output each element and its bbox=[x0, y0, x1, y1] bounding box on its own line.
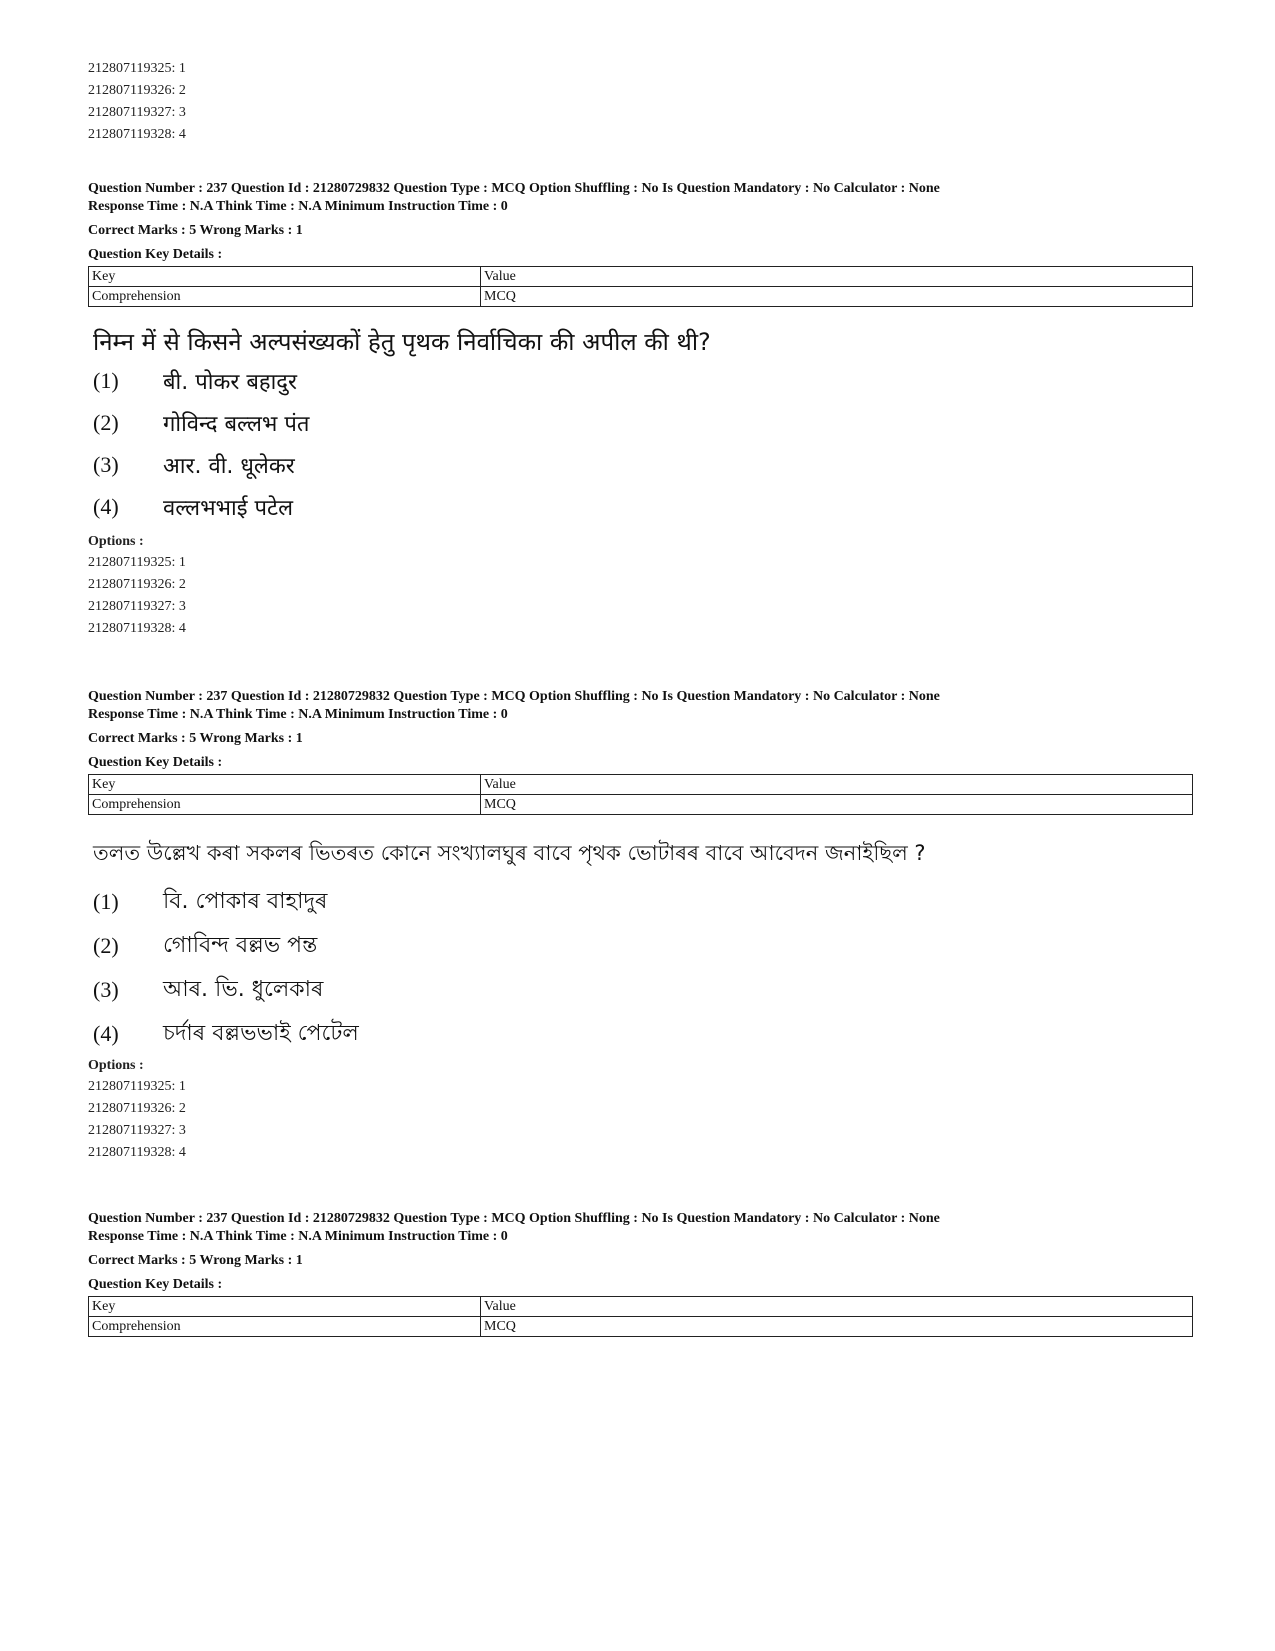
answer-option bbox=[93, 968, 359, 1012]
table-row bbox=[89, 1317, 1193, 1337]
question-meta-line-2: Response Time : N.A Think Time : N.A Minimum Instruction Time : 0 bbox=[88, 199, 508, 214]
question-text-assamese: তলত উল্লেখ কৰা সকলৰ ভিতৰত কোনে সংখ্যালঘুৰ বাবে পৃথক ভোটাৰৰ বাবে আবেদন জনাইছিল ? bbox=[93, 841, 926, 865]
option-id: 212807119327: 3 bbox=[88, 1123, 186, 1138]
marks-line: Correct Marks : 5 Wrong Marks : 1 bbox=[88, 731, 303, 746]
options-section-1 bbox=[88, 532, 186, 640]
question-block-1-header bbox=[88, 180, 1188, 307]
table-header-value: Value bbox=[481, 1297, 1193, 1317]
answer-option bbox=[93, 880, 359, 924]
key-details-table bbox=[88, 774, 1193, 815]
option-number: (3) bbox=[93, 977, 119, 1002]
key-details-label: Question Key Details : bbox=[88, 1277, 223, 1292]
option-id: 212807119328: 4 bbox=[88, 1145, 186, 1160]
option-number: (4) bbox=[93, 494, 119, 519]
answer-option bbox=[93, 360, 309, 402]
option-number: (3) bbox=[93, 452, 119, 477]
table-cell-value: MCQ bbox=[481, 795, 1193, 815]
option-id: 212807119325: 1 bbox=[88, 555, 186, 570]
key-details-label: Question Key Details : bbox=[88, 755, 223, 770]
top-option-ids bbox=[88, 58, 186, 146]
option-id: 212807119326: 2 bbox=[88, 1101, 186, 1116]
key-details-table bbox=[88, 1296, 1193, 1337]
option-text: গোবিন্দ বল্লভ পন্ত bbox=[163, 932, 318, 958]
marks-line: Correct Marks : 5 Wrong Marks : 1 bbox=[88, 223, 303, 238]
question-block-3-header bbox=[88, 1210, 1188, 1337]
option-number: (1) bbox=[93, 889, 119, 914]
option-id: 212807119326: 2 bbox=[88, 83, 186, 98]
option-number: (2) bbox=[93, 410, 119, 435]
option-id: 212807119328: 4 bbox=[88, 621, 186, 636]
key-details-table bbox=[88, 266, 1193, 307]
key-details-label: Question Key Details : bbox=[88, 247, 223, 262]
option-text: वल्लभभाई पटेल bbox=[163, 496, 293, 521]
options-section-2 bbox=[88, 1056, 186, 1164]
marks-line: Correct Marks : 5 Wrong Marks : 1 bbox=[88, 1253, 303, 1268]
table-header-key: Key bbox=[89, 267, 481, 287]
option-text: বি. পোকাৰ বাহাদুৰ bbox=[163, 888, 328, 914]
option-text: बी. पोकर बहादुर bbox=[163, 370, 297, 395]
table-header-key: Key bbox=[89, 775, 481, 795]
option-number: (4) bbox=[93, 1021, 119, 1046]
question-meta-line-1: Question Number : 237 Question Id : 21280729832 Question Type : MCQ Option Shuffling : No Is Question Mandatory : No Calculator : None bbox=[88, 689, 940, 704]
table-cell-value: MCQ bbox=[481, 1317, 1193, 1337]
table-row bbox=[89, 267, 1193, 287]
question-block-2-header bbox=[88, 688, 1188, 815]
question-meta-line-1: Question Number : 237 Question Id : 21280729832 Question Type : MCQ Option Shuffling : No Is Question Mandatory : No Calculator : None bbox=[88, 181, 940, 196]
answer-option bbox=[93, 1012, 359, 1056]
table-row bbox=[89, 795, 1193, 815]
table-cell-key: Comprehension bbox=[89, 287, 481, 307]
table-header-key: Key bbox=[89, 1297, 481, 1317]
option-id: 212807119327: 3 bbox=[88, 599, 186, 614]
table-header-value: Value bbox=[481, 775, 1193, 795]
table-row bbox=[89, 287, 1193, 307]
answer-options-assamese bbox=[93, 880, 359, 1056]
option-id: 212807119327: 3 bbox=[88, 105, 186, 120]
table-row bbox=[89, 1297, 1193, 1317]
option-text: गोविन्द बल्लभ पंत bbox=[163, 412, 310, 437]
option-number: (1) bbox=[93, 368, 119, 393]
table-row bbox=[89, 775, 1193, 795]
option-id: 212807119325: 1 bbox=[88, 1079, 186, 1094]
option-text: চৰ্দাৰ বল্লভভাই পেটেল bbox=[163, 1020, 359, 1046]
answer-option bbox=[93, 486, 309, 528]
table-cell-key: Comprehension bbox=[89, 1317, 481, 1337]
options-label: Options : bbox=[88, 1058, 144, 1073]
question-meta-line-1: Question Number : 237 Question Id : 21280729832 Question Type : MCQ Option Shuffling : No Is Question Mandatory : No Calculator : None bbox=[88, 1211, 940, 1226]
answer-option bbox=[93, 402, 309, 444]
option-text: आर. वी. धूलेकर bbox=[163, 454, 295, 479]
option-id: 212807119326: 2 bbox=[88, 577, 186, 592]
answer-option bbox=[93, 924, 359, 968]
option-id: 212807119328: 4 bbox=[88, 127, 186, 142]
question-text-hindi: निम्न में से किसने अल्पसंख्यकों हेतु पृथक निर्वाचिका की अपील की थी? bbox=[93, 328, 711, 356]
option-number: (2) bbox=[93, 933, 119, 958]
options-label: Options : bbox=[88, 534, 144, 549]
answer-options-hindi bbox=[93, 360, 309, 528]
table-cell-value: MCQ bbox=[481, 287, 1193, 307]
option-id: 212807119325: 1 bbox=[88, 61, 186, 76]
option-text: আৰ. ভি. ধুলেকাৰ bbox=[163, 976, 324, 1002]
answer-option bbox=[93, 444, 309, 486]
table-header-value: Value bbox=[481, 267, 1193, 287]
question-meta-line-2: Response Time : N.A Think Time : N.A Minimum Instruction Time : 0 bbox=[88, 707, 508, 722]
table-cell-key: Comprehension bbox=[89, 795, 481, 815]
question-meta-line-2: Response Time : N.A Think Time : N.A Minimum Instruction Time : 0 bbox=[88, 1229, 508, 1244]
